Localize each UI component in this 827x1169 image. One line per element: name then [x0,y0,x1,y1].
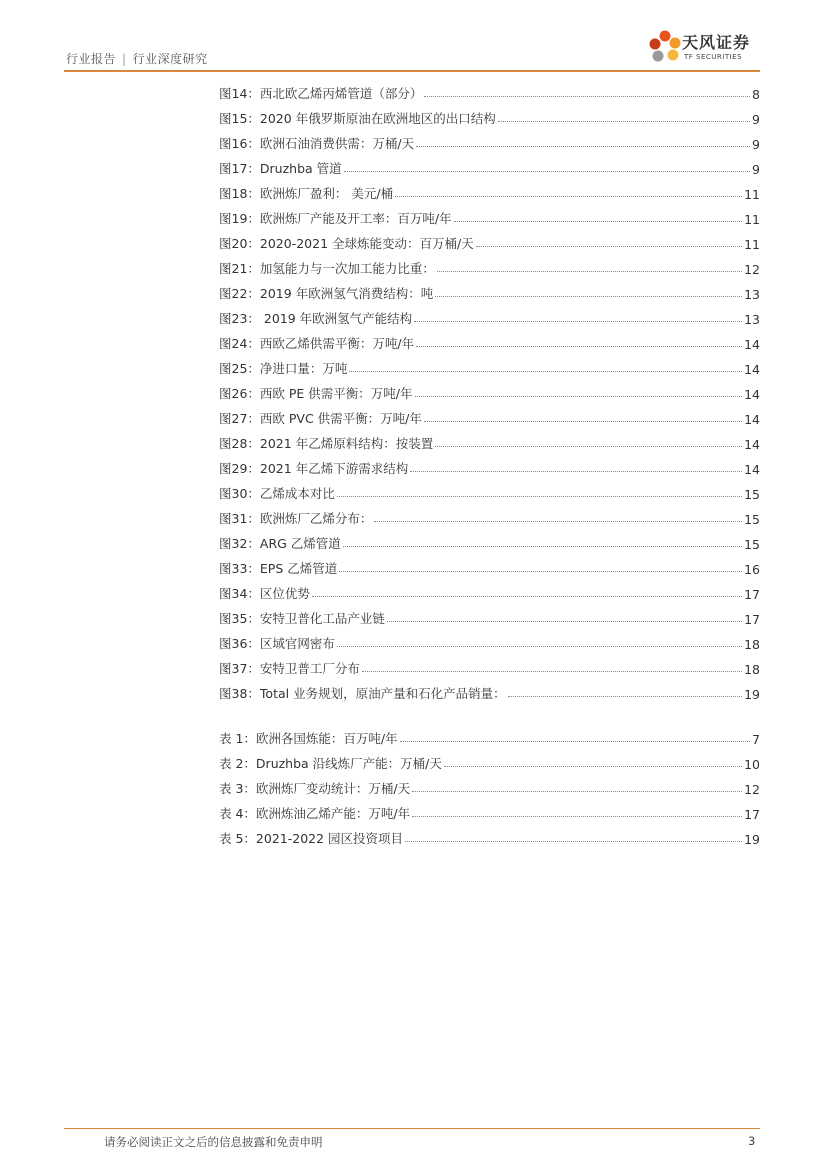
toc-figure-entry[interactable] [219,127,760,152]
toc-entry-page: 18 [744,662,760,677]
toc-figure-entry[interactable] [219,202,760,227]
toc-entry-label: 图22：2019 年欧洲氢气消费结构：吨 [219,286,434,301]
toc-entry-label: 图27：西欧 PVC 供需平衡：万吨/年 [219,411,422,426]
toc-figure-entry[interactable] [219,527,760,552]
dot-leader [415,396,743,397]
toc-entry-page: 14 [744,462,760,477]
toc-entry-label: 图29：2021 年乙烯下游需求结构 [219,461,409,476]
toc-entry-label: 图32：ARG 乙烯管道 [219,536,341,551]
dot-leader [387,621,742,622]
toc-entry-page: 19 [744,687,760,702]
toc-figure-entry[interactable] [219,177,760,202]
toc-entry-page: 14 [744,337,760,352]
toc-entry-page: 12 [744,262,760,277]
toc-figure-entry[interactable] [219,602,760,627]
toc-figure-entry[interactable] [219,77,760,102]
toc-entry-label: 图25：净进口量：万吨 [219,361,348,376]
toc-entry-page: 10 [744,757,760,772]
toc-entry-page: 16 [744,562,760,577]
dot-leader [337,496,742,497]
toc-entry-page: 8 [752,87,760,102]
toc-entry-label: 图15：2020 年俄罗斯原油在欧洲地区的出口结构 [219,111,496,126]
toc-entry-page: 15 [744,512,760,527]
figure-list [219,77,760,702]
dot-leader [312,596,742,597]
toc-figure-entry[interactable] [219,677,760,702]
dot-leader [400,741,750,742]
toc-entry-label: 图18：欧洲炼厂盈利： 美元/桶 [219,186,394,201]
page-number: 3 [748,1134,756,1148]
toc-entry-page: 14 [744,412,760,427]
dot-leader [416,346,742,347]
toc-entry-label: 图35：安特卫普化工品产业链 [219,611,385,626]
toc-entry-page: 13 [744,312,760,327]
toc-table-entry[interactable] [219,772,760,797]
dot-leader [344,171,750,172]
toc-entry-label: 图36：区域官网密布 [219,636,335,651]
toc-table-entry[interactable] [219,822,760,847]
report-category: 行业深度研究 [132,52,208,66]
dot-leader [343,546,742,547]
dot-leader [339,571,742,572]
toc-entry-label: 图20：2020-2021 全球炼能变动：百万桶/天 [219,236,474,251]
toc-entry-page: 14 [744,437,760,452]
dot-leader [444,766,742,767]
toc-entry-page: 9 [752,137,760,152]
toc-figure-entry[interactable] [219,477,760,502]
toc-entry-label: 表 4：欧洲炼油乙烯产能：万吨/年 [219,806,411,821]
company-logo [648,26,768,72]
toc-figure-entry[interactable] [219,452,760,477]
toc-figure-entry[interactable] [219,152,760,177]
toc-entry-page: 14 [744,387,760,402]
toc-entry-label: 图28：2021 年乙烯原料结构：按装置 [219,436,434,451]
dot-leader [412,791,742,792]
toc-entry-label: 表 5：2021-2022 园区投资项目 [219,831,404,846]
dot-leader [498,121,750,122]
toc-entry-label: 图34：区位优势 [219,586,310,601]
dot-leader [508,696,743,697]
toc-entry-label: 图33：EPS 乙烯管道 [219,561,338,576]
dot-leader [410,471,742,472]
toc-entry-page: 15 [744,487,760,502]
dot-leader [424,421,742,422]
toc-table-entry[interactable] [219,747,760,772]
toc-figure-entry[interactable] [219,377,760,402]
toc-entry-label: 图23： 2019 年欧洲氢气产能结构 [219,311,413,326]
toc-entry-page: 18 [744,637,760,652]
header-separator: | [122,52,127,66]
table-of-contents [219,77,760,847]
toc-figure-entry[interactable] [219,552,760,577]
dot-leader [435,446,742,447]
dot-leader [435,296,742,297]
disclaimer-text: 请务必阅读正文之后的信息披露和免责申明 [104,1135,323,1149]
toc-entry-page: 17 [744,807,760,822]
toc-entry-label: 图14：西北欧乙烯丙烯管道（部分） [219,86,423,101]
toc-entry-page: 9 [752,112,760,127]
toc-figure-entry[interactable] [219,227,760,252]
toc-entry-page: 17 [744,612,760,627]
dot-leader [362,671,742,672]
toc-figure-entry[interactable] [219,302,760,327]
toc-entry-label: 图38：Total 业务规划，原油产量和石化产品销量： [219,686,506,701]
dot-leader [405,841,742,842]
toc-entry-page: 19 [744,832,760,847]
dot-leader [395,196,742,197]
dot-leader [416,146,750,147]
toc-entry-page: 14 [744,362,760,377]
toc-entry-label: 图24：西欧乙烯供需平衡：万吨/年 [219,336,415,351]
toc-figure-entry[interactable] [219,652,760,677]
flower-logo-icon [648,26,682,72]
toc-entry-page: 12 [744,782,760,797]
toc-entry-label: 图26：西欧 PE 供需平衡：万吨/年 [219,386,413,401]
toc-entry-label: 表 3：欧洲炼厂变动统计：万桶/天 [219,781,411,796]
toc-entry-label: 表 1：欧洲各国炼能：百万吨/年 [219,731,398,746]
toc-entry-label: 图17：Druzhba 管道 [219,161,342,176]
toc-table-entry[interactable] [219,722,760,747]
table-list [219,722,760,847]
toc-figure-entry[interactable] [219,577,760,602]
company-name-cn: 天风证券 [682,33,751,52]
toc-entry-label: 图16：欧洲石油消费供需：万桶/天 [219,136,415,151]
toc-figure-entry[interactable] [219,402,760,427]
toc-figure-entry[interactable] [219,102,760,127]
toc-entry-label: 表 2：Druzhba 沿线炼厂产能：万桶/天 [219,756,442,771]
toc-entry-page: 15 [744,537,760,552]
toc-entry-page: 11 [744,237,760,252]
toc-figure-entry[interactable] [219,327,760,352]
toc-table-entry[interactable] [219,797,760,822]
toc-figure-entry[interactable] [219,627,760,652]
toc-entry-page: 17 [744,587,760,602]
toc-entry-label: 图21：加氢能力与一次加工能力比重： [219,261,435,276]
dot-leader [424,96,750,97]
toc-figure-entry[interactable] [219,352,760,377]
toc-figure-entry[interactable] [219,252,760,277]
toc-entry-label: 图19：欧洲炼厂产能及开工率：百万吨/年 [219,211,452,226]
report-header [66,50,208,67]
header-rule [64,70,760,72]
toc-entry-label: 图37：安特卫普工厂分布 [219,661,360,676]
toc-figure-entry[interactable] [219,427,760,452]
toc-figure-entry[interactable] [219,277,760,302]
dot-leader [374,521,742,522]
dot-leader [454,221,742,222]
company-name-en: TF SECURITIES [684,53,743,61]
dot-leader [414,321,742,322]
dot-leader [349,371,742,372]
dot-leader [337,646,742,647]
report-type: 行业报告 [66,52,117,66]
toc-entry-page: 13 [744,287,760,302]
dot-leader [476,246,742,247]
toc-entry-page: 9 [752,162,760,177]
toc-entry-page: 7 [752,732,760,747]
toc-entry-label: 图31：欧洲炼厂乙烯分布： [219,511,373,526]
toc-entry-page: 11 [744,187,760,202]
footer-rule [64,1128,760,1129]
toc-entry-page: 11 [744,212,760,227]
dot-leader [412,816,742,817]
dot-leader [437,271,742,272]
toc-figure-entry[interactable] [219,502,760,527]
toc-entry-label: 图30：乙烯成本对比 [219,486,335,501]
